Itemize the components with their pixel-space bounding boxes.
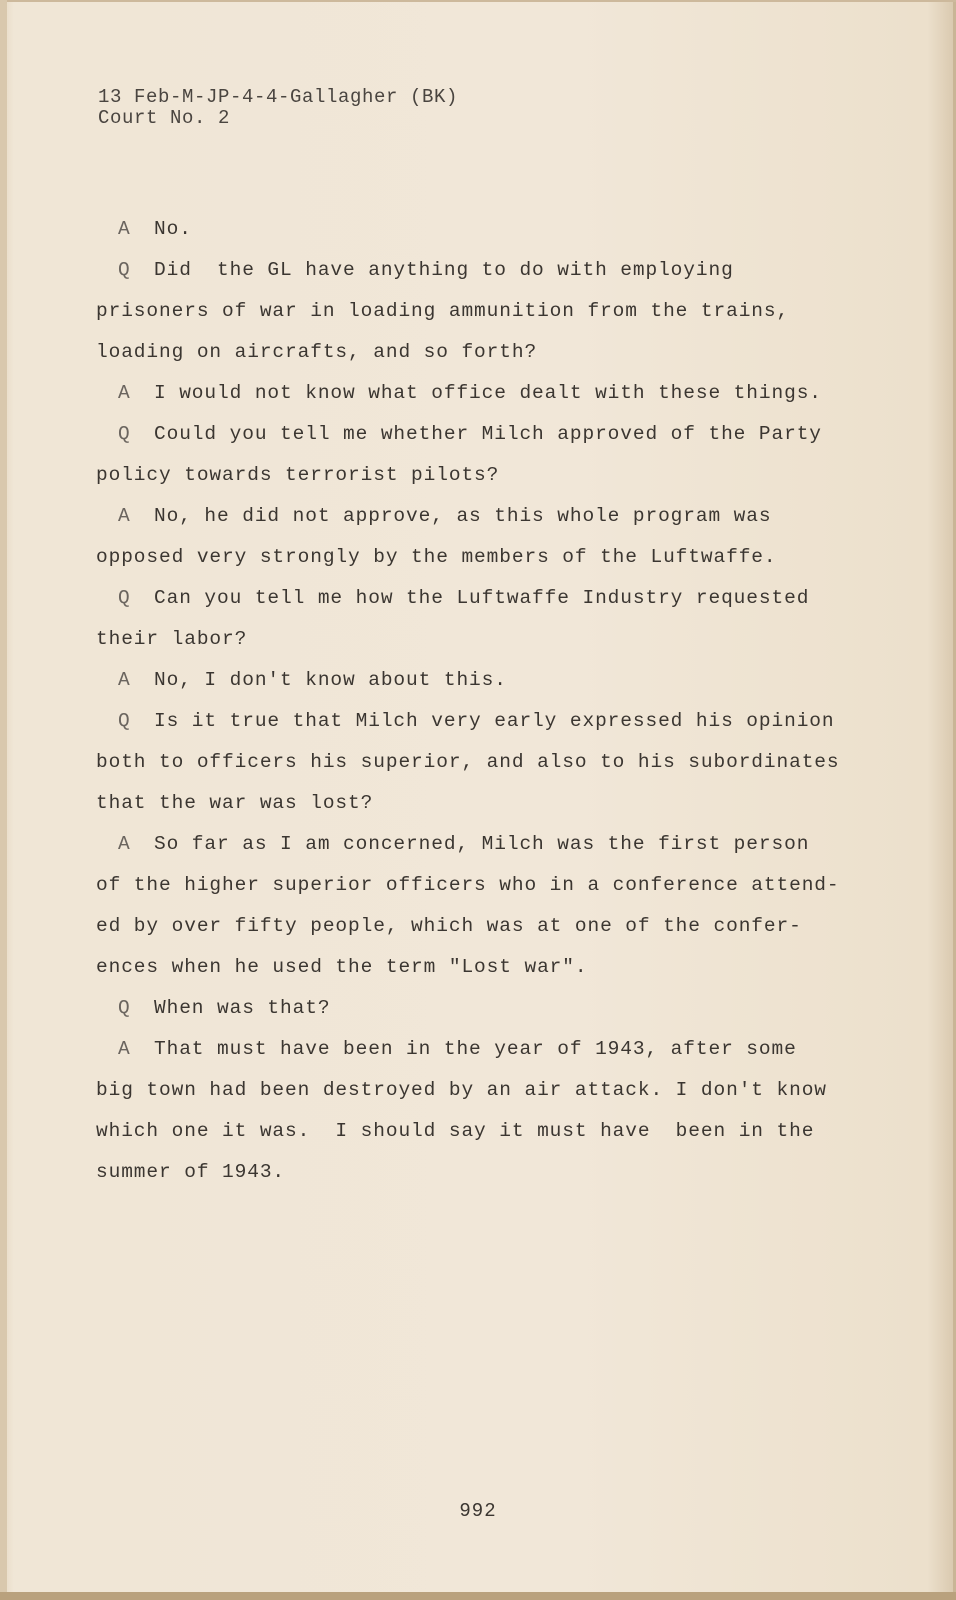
transcript-entry-line <box>96 1152 836 1193</box>
transcript-line: summer of 1943. <box>96 1161 286 1183</box>
transcript-line: Can you tell me how the Luftwaffe Industry requested <box>154 587 810 609</box>
question-marker: Q <box>118 710 131 732</box>
question-marker: Q <box>118 259 131 281</box>
transcript-entry-start <box>96 824 836 865</box>
transcript-entry-line <box>96 865 840 906</box>
header-session-line: 13 Feb-M-JP-4-4-Gallagher (BK) <box>98 86 459 108</box>
transcript-entry-line <box>96 537 836 578</box>
transcript-line: both to officers his superior, and also to his subordinates <box>96 751 840 773</box>
transcript-line: loading on aircrafts, and so forth? <box>96 341 538 363</box>
transcript-line: ences when he used the term "Lost war". <box>96 956 588 978</box>
transcript-entry-line <box>96 906 836 947</box>
transcript-line: big town had been destroyed by an air attack. I don't know <box>96 1079 827 1101</box>
answer-marker: A <box>118 218 131 240</box>
transcript-line: of the higher superior officers who in a conference attend- <box>96 874 840 896</box>
transcript-entry-line <box>96 332 836 373</box>
transcript-entry-start <box>96 578 836 619</box>
transcript-line: their labor? <box>96 628 248 650</box>
answer-marker: A <box>118 382 131 404</box>
transcript-entry-line <box>96 1111 836 1152</box>
transcript-entry-line <box>96 619 836 660</box>
header-court-line: Court No. 2 <box>98 107 231 129</box>
transcript-line: I would not know what office dealt with these things. <box>154 382 822 404</box>
transcript-line: opposed very strongly by the members of the Luftwaffe. <box>96 546 777 568</box>
question-marker: Q <box>118 423 131 445</box>
transcript-line: that the war was lost? <box>96 792 374 814</box>
transcript-entry-start <box>96 1029 836 1070</box>
page-bottom-edge <box>0 1592 956 1600</box>
transcript-entry-start <box>96 701 836 742</box>
question-marker: Q <box>118 997 131 1019</box>
transcript-entry-line <box>96 291 836 332</box>
transcript-body <box>96 209 840 1193</box>
transcript-line: policy towards terrorist pilots? <box>96 464 500 486</box>
page-number: 992 <box>459 1500 497 1522</box>
transcript-line: No, he did not approve, as this whole program was <box>154 505 772 527</box>
transcript-entry-line <box>96 947 836 988</box>
transcript-entry-line <box>96 742 840 783</box>
answer-marker: A <box>118 1038 131 1060</box>
transcript-line: Is it true that Milch very early expressed his opinion <box>154 710 835 732</box>
answer-marker: A <box>118 833 131 855</box>
transcript-line: When was that? <box>154 997 331 1019</box>
transcript-entry-line <box>96 1070 836 1111</box>
transcript-entry-start <box>96 660 836 701</box>
transcript-entry-start <box>96 988 836 1029</box>
transcript-line: Could you tell me whether Milch approved of the Party <box>154 423 822 445</box>
transcript-line: which one it was. I should say it must have been in the <box>96 1120 815 1142</box>
transcript-line: No, I don't know about this. <box>154 669 507 691</box>
transcript-line: So far as I am concerned, Milch was the first person <box>154 833 810 855</box>
transcript-entry-start <box>96 496 836 537</box>
transcript-entry-start <box>96 414 836 455</box>
transcript-entry-line <box>96 455 836 496</box>
transcript-line: Did the GL have anything to do with employing <box>154 259 734 281</box>
answer-marker: A <box>118 669 131 691</box>
transcript-entry-line <box>96 783 836 824</box>
transcript-line: No. <box>154 218 192 240</box>
transcript-entry-start <box>96 373 836 414</box>
transcript-line: ed by over fifty people, which was at one of the confer- <box>96 915 802 937</box>
transcript-entry-start <box>96 250 836 291</box>
question-marker: Q <box>118 587 131 609</box>
page-left-edge <box>0 0 7 1600</box>
transcript-entry-start <box>96 209 836 250</box>
answer-marker: A <box>118 505 131 527</box>
transcript-line: prisoners of war in loading ammunition from the trains, <box>96 300 790 322</box>
document-header <box>98 87 458 129</box>
transcript-line: That must have been in the year of 1943, after some <box>154 1038 797 1060</box>
